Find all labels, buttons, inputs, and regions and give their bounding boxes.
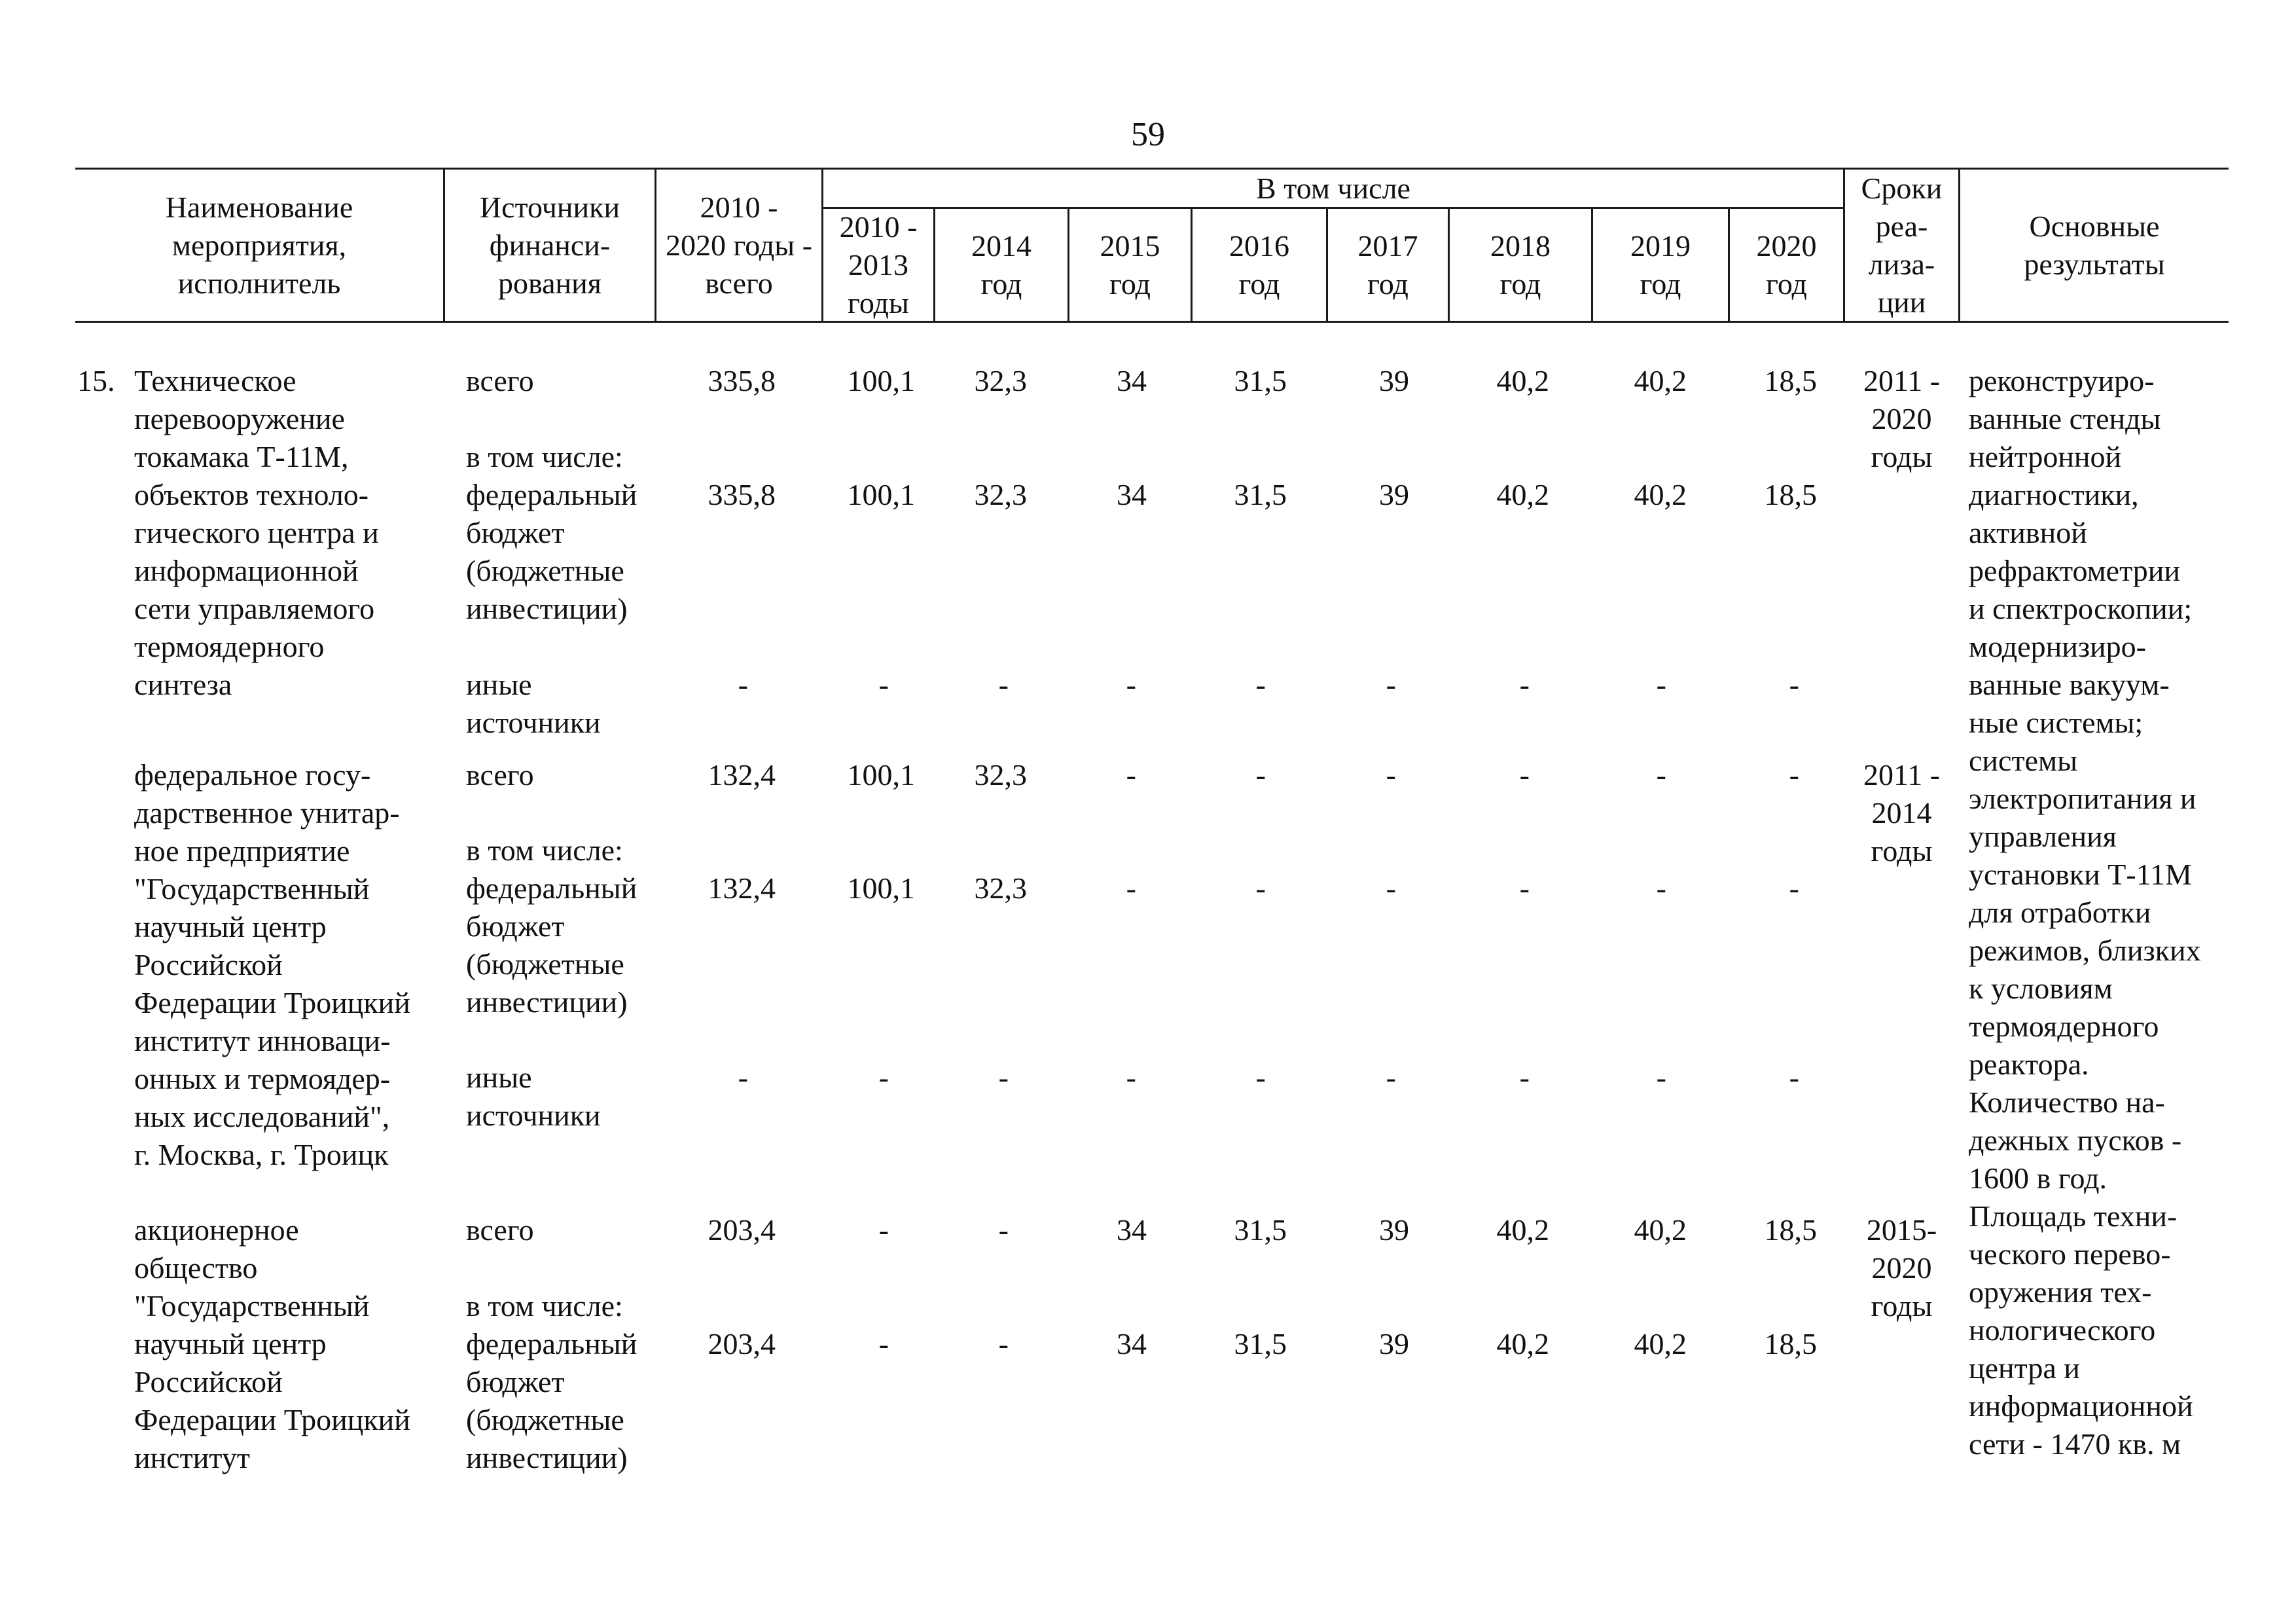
header-2010-2013: 2010 - 2013 годы bbox=[839, 210, 918, 319]
value-2018: - bbox=[1519, 871, 1530, 905]
executor-name: акционерное общество "Государственный научный центр Российской Федерации Троицкий институт bbox=[134, 1213, 410, 1474]
header-2020: 2020 год bbox=[1756, 228, 1817, 301]
value-2016: 31,5 bbox=[1234, 478, 1287, 511]
funding-source: в том числе: федеральный бюджет (бюджетные инвестиции) bbox=[466, 833, 637, 1019]
value-total: - bbox=[738, 1061, 748, 1094]
executor-name: федеральное госу- дарственное унитар- ное предприятие "Государственный научный центр Российской Федерации Троицкий институт инноваци- онных и термоядер- ных исследований", г. Москва, г. Троицк bbox=[134, 758, 410, 1171]
funding-source: в том числе: федеральный бюджет (бюджетные инвестиции) bbox=[466, 1289, 637, 1474]
header-2014: 2014 год bbox=[971, 228, 1031, 301]
value-2018: 40,2 bbox=[1496, 478, 1549, 511]
value-2010-2013: 100,1 bbox=[847, 758, 915, 792]
value-2019: 40,2 bbox=[1634, 1213, 1687, 1247]
value-2019: - bbox=[1656, 871, 1666, 905]
value-2017: 39 bbox=[1379, 1327, 1409, 1360]
value-2016: - bbox=[1255, 758, 1266, 792]
value-2019: - bbox=[1656, 1061, 1666, 1094]
value-2017: 39 bbox=[1379, 364, 1409, 397]
funding-source: иные источники bbox=[466, 1061, 601, 1132]
value-2015: 34 bbox=[1117, 478, 1147, 511]
header-name: Наименование мероприятия, исполнитель bbox=[165, 190, 353, 300]
value-total: 132,4 bbox=[708, 871, 776, 905]
value-2020: - bbox=[1789, 1061, 1799, 1094]
value-2019: - bbox=[1656, 668, 1666, 701]
header-sources: Источники финанси- рования bbox=[479, 190, 620, 300]
header-total: 2010 - 2020 годы - всего bbox=[665, 190, 813, 300]
value-2015: 34 bbox=[1117, 364, 1147, 397]
value-total: 335,8 bbox=[708, 364, 776, 397]
value-2020: - bbox=[1789, 668, 1799, 701]
header-including: В том числе bbox=[1256, 171, 1410, 205]
value-2020: 18,5 bbox=[1764, 478, 1817, 511]
value-2019: 40,2 bbox=[1634, 1327, 1687, 1360]
value-total: 203,4 bbox=[708, 1327, 776, 1360]
value-2017: - bbox=[1386, 871, 1396, 905]
funding-source: всего bbox=[466, 758, 534, 792]
header-2015: 2015 год bbox=[1100, 228, 1160, 301]
value-2018: - bbox=[1519, 1061, 1530, 1094]
value-2016: 31,5 bbox=[1234, 1327, 1287, 1360]
value-2010-2013: - bbox=[878, 1327, 889, 1360]
value-2015: - bbox=[1126, 1061, 1136, 1094]
value-2015: - bbox=[1126, 758, 1136, 792]
value-2015: 34 bbox=[1117, 1213, 1147, 1247]
value-2020: 18,5 bbox=[1764, 1213, 1817, 1247]
value-2018: - bbox=[1519, 758, 1530, 792]
implementation-term: 2011 - 2020 годы bbox=[1863, 364, 1941, 473]
value-2017: - bbox=[1386, 668, 1396, 701]
value-2014: - bbox=[998, 668, 1009, 701]
item-number: 15. bbox=[77, 364, 115, 397]
value-2017: - bbox=[1386, 758, 1396, 792]
value-2010-2013: 100,1 bbox=[847, 478, 915, 511]
value-2010-2013: - bbox=[878, 1213, 889, 1247]
value-2010-2013: - bbox=[878, 668, 889, 701]
value-2014: - bbox=[998, 1213, 1009, 1247]
value-2016: - bbox=[1255, 871, 1266, 905]
value-2019: 40,2 bbox=[1634, 478, 1687, 511]
value-2015: - bbox=[1126, 668, 1136, 701]
value-2019: - bbox=[1656, 758, 1666, 792]
funding-source: иные источники bbox=[466, 668, 601, 739]
header-2017: 2017 год bbox=[1357, 228, 1418, 301]
page-number: 59 bbox=[1131, 116, 1165, 153]
value-2018: 40,2 bbox=[1496, 364, 1549, 397]
value-2010-2013: - bbox=[878, 1061, 889, 1094]
value-2017: 39 bbox=[1379, 1213, 1409, 1247]
value-2018: 40,2 bbox=[1496, 1213, 1549, 1247]
value-2018: - bbox=[1519, 668, 1530, 701]
value-2014: 32,3 bbox=[974, 364, 1027, 397]
value-2017: - bbox=[1386, 1061, 1396, 1094]
main-results-text: реконструиро- ванные стенды нейтронной диагностики, активной рефрактометрии и спектроскопии; модернизиро- ванные вакуум- ные системы; системы электропитания и управления установки Т-11М для отработки режимов, близких к условиям термоядерного реактора. Количество на- дежных пусков - 1600 в год. Площадь техни- ческого перево- оружения тех- нологического центра и информационной сети - 1470 кв. м bbox=[1969, 364, 2201, 1461]
value-2014: - bbox=[998, 1327, 1009, 1360]
value-total: 132,4 bbox=[708, 758, 776, 792]
value-2014: 32,3 bbox=[974, 758, 1027, 792]
funding-source: в том числе: федеральный бюджет (бюджетные инвестиции) bbox=[466, 440, 637, 625]
value-2016: - bbox=[1255, 668, 1266, 701]
value-2016: - bbox=[1255, 1061, 1266, 1094]
value-2016: 31,5 bbox=[1234, 1213, 1287, 1247]
value-2018: 40,2 bbox=[1496, 1327, 1549, 1360]
implementation-term: 2015- 2020 годы bbox=[1866, 1213, 1937, 1322]
value-2016: 31,5 bbox=[1234, 364, 1287, 397]
value-total: - bbox=[738, 668, 748, 701]
funding-source: всего bbox=[466, 1213, 534, 1247]
value-2020: 18,5 bbox=[1764, 364, 1817, 397]
value-2010-2013: 100,1 bbox=[847, 871, 915, 905]
value-total: 203,4 bbox=[708, 1213, 776, 1247]
value-2017: 39 bbox=[1379, 478, 1409, 511]
header-2016: 2016 год bbox=[1229, 228, 1289, 301]
value-2014: 32,3 bbox=[974, 478, 1027, 511]
value-2015: 34 bbox=[1117, 1327, 1147, 1360]
value-2015: - bbox=[1126, 871, 1136, 905]
header-2019: 2019 год bbox=[1630, 228, 1691, 301]
value-2010-2013: 100,1 bbox=[847, 364, 915, 397]
header-terms: Сроки реа- лиза- ции bbox=[1861, 171, 1943, 319]
value-2014: - bbox=[998, 1061, 1009, 1094]
value-2020: - bbox=[1789, 758, 1799, 792]
value-2019: 40,2 bbox=[1634, 364, 1687, 397]
implementation-term: 2011 - 2014 годы bbox=[1863, 758, 1941, 867]
header-results: Основные результаты bbox=[2024, 209, 2165, 281]
funding-source: всего bbox=[466, 364, 534, 397]
value-2020: 18,5 bbox=[1764, 1327, 1817, 1360]
value-2020: - bbox=[1789, 871, 1799, 905]
value-total: 335,8 bbox=[708, 478, 776, 511]
header-2018: 2018 год bbox=[1490, 228, 1551, 301]
activity-name: Техническое перевооружение токамака Т-11М, объектов техноло- гического центра и информационной сети управляемого термоядерного синтеза bbox=[134, 364, 379, 701]
value-2014: 32,3 bbox=[974, 871, 1027, 905]
